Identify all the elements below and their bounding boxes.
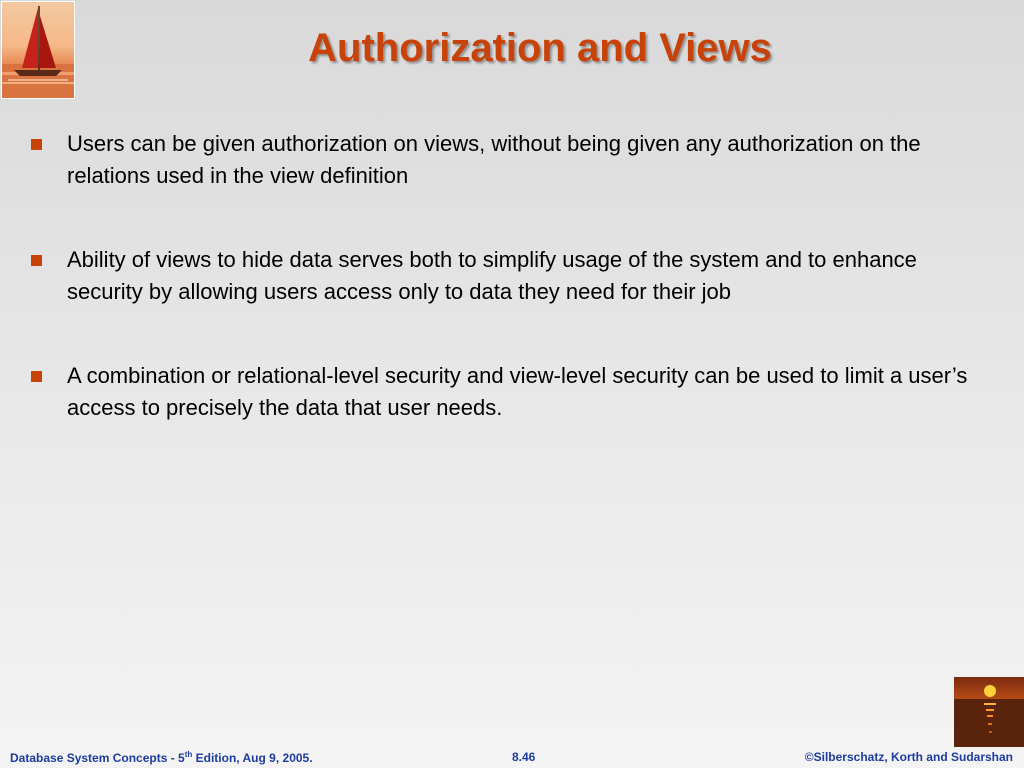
footer-book-prefix: Database System Concepts - 5	[10, 751, 185, 765]
bullet-item	[30, 360, 990, 424]
bullet-list	[30, 128, 990, 476]
sunset-icon	[954, 677, 1024, 747]
bullet-item	[30, 128, 990, 192]
square-bullet-icon	[31, 255, 42, 266]
bullet-text: A combination or relational-level security and view-level security can be used to limit a user’s access to precisely the data that user needs.	[67, 363, 968, 420]
footer-book-info	[10, 750, 313, 765]
footer-copyright: ©Silberschatz, Korth and Sudarshan	[804, 750, 1013, 764]
bullet-text: Users can be given authorization on views, without being given any authorization on the relations used in the view definition	[67, 131, 921, 188]
sailboat-icon	[2, 2, 74, 98]
bullet-text: Ability of views to hide data serves both to simplify usage of the system and to enhance security by allowing users access only to data they need for their job	[67, 247, 917, 304]
slide-title: Authorization and Views	[308, 26, 772, 70]
footer-page-number: 8.46	[512, 750, 536, 764]
footer	[0, 747, 1024, 768]
sunset-image	[954, 677, 1024, 747]
footer-edition-sup: th	[184, 750, 193, 759]
square-bullet-icon	[31, 371, 42, 382]
footer-book-suffix: Edition, Aug 9, 2005.	[192, 751, 313, 765]
square-bullet-icon	[31, 139, 42, 150]
sailboat-logo	[1, 1, 75, 99]
bullet-item	[30, 244, 990, 308]
